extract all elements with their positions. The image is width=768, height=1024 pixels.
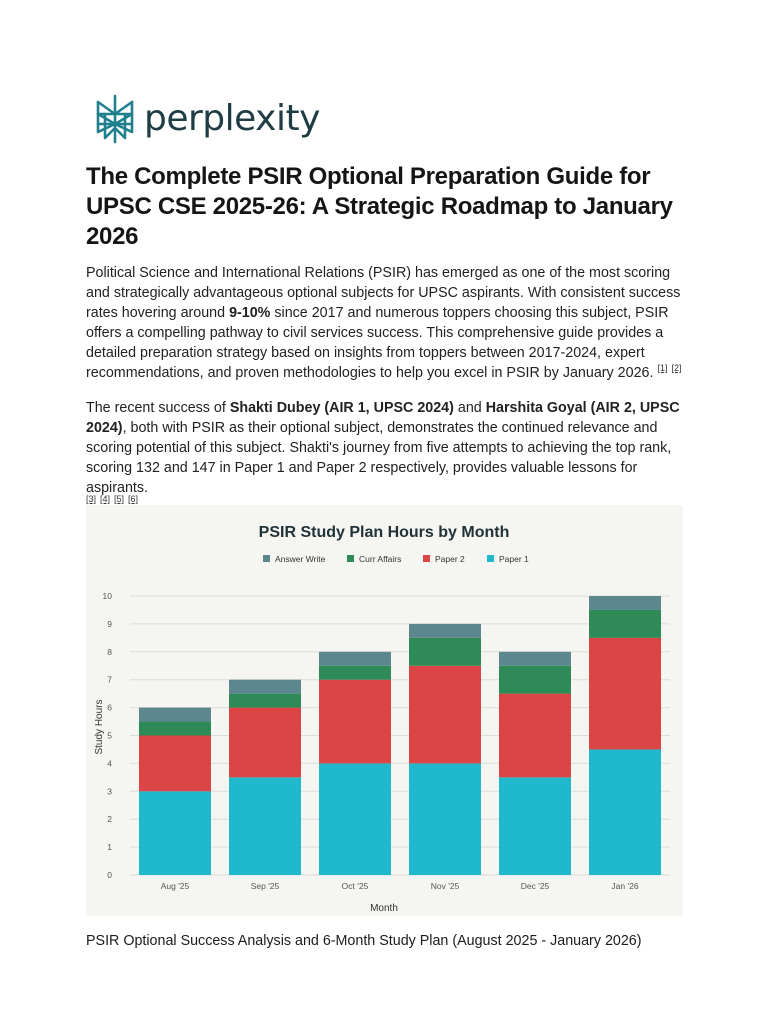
intro-bold-rate: 9-10% [229, 305, 271, 321]
citation-link[interactable]: [2] [671, 363, 682, 374]
bar-segment-paper-2 [589, 638, 661, 750]
bar-segment-paper-1 [499, 777, 571, 875]
bar-segment-answer-write [229, 680, 301, 694]
bar-segment-curr-affairs [409, 638, 481, 666]
article-title: The Complete PSIR Optional Preparation Guide for UPSC CSE 2025-26: A Strategic Roadmap to January 2026 [86, 163, 673, 250]
y-tick-label: 2 [107, 814, 112, 825]
bar-segment-paper-2 [319, 680, 391, 764]
bar-segment-paper-2 [139, 736, 211, 792]
intro-paragraph [86, 263, 686, 383]
y-tick-label: 5 [107, 730, 112, 741]
citation-link[interactable]: [3] [86, 494, 97, 504]
y-tick-label: 3 [107, 786, 112, 797]
toppers-paragraph [86, 398, 686, 509]
perplexity-logo-icon [94, 94, 136, 144]
citation-link[interactable]: [4] [100, 494, 111, 504]
y-tick-label: 7 [107, 674, 112, 685]
bar-segment-paper-1 [319, 763, 391, 875]
x-tick-label: Nov '25 [430, 881, 460, 891]
bar-segment-answer-write [319, 652, 391, 666]
y-tick-label: 4 [107, 758, 112, 769]
toppers-text-3: , both with PSIR as their optional subject, demonstrates the continued relevance and scoring potential of this subject. Shakti's journey from five attempts to achieving the top rank, scoring 132 and 147 in Paper 1 and Paper 2 respectively, provides valuable lessons for aspirants. [86, 420, 672, 496]
x-tick-label: Oct '25 [341, 881, 369, 891]
logo-wordmark: perplexity [144, 98, 320, 139]
legend-swatch [423, 555, 430, 562]
bar-segment-answer-write [139, 708, 211, 722]
bar-segment-curr-affairs [139, 722, 211, 736]
bar-segment-answer-write [409, 624, 481, 638]
bar-segment-curr-affairs [319, 666, 391, 680]
legend-label: Curr Affairs [359, 554, 402, 564]
legend-label: Answer Write [275, 554, 326, 564]
y-tick-label: 1 [107, 842, 112, 853]
bar-segment-answer-write [589, 596, 661, 610]
bar-segment-paper-1 [139, 791, 211, 875]
legend-label: Paper 1 [499, 554, 529, 564]
y-tick-label: 0 [107, 870, 112, 880]
topper-name-1: Shakti Dubey (AIR 1, UPSC 2024) [229, 400, 454, 416]
legend-swatch [263, 555, 270, 562]
y-tick-label: 10 [102, 591, 112, 601]
citation-link[interactable]: [6] [128, 494, 139, 504]
chart-svg [86, 505, 683, 916]
topper-name-2: Harshita Goyal (AIR 2, UPSC 2024) [86, 400, 680, 436]
x-axis-label: Month [370, 903, 398, 914]
toppers-text-1: The recent success of [86, 400, 230, 416]
legend-label: Paper 2 [435, 554, 465, 564]
y-tick-label: 6 [107, 702, 112, 713]
legend-layer [263, 554, 529, 564]
bar-segment-curr-affairs [499, 666, 571, 694]
y-tick-label: 9 [107, 618, 112, 629]
intro-text-2: since 2017 and numerous toppers choosing this subject, PSIR offers a compelling pathway to civil services success. This comprehensive guide provides a detailed preparation strategy based on insights from toppers between 2017-2024, expert recommendations, and proven methodologies to help you excel in PSIR by January 2026. [86, 305, 669, 381]
x-tick-label: Sep '25 [250, 881, 280, 891]
bar-segment-paper-2 [409, 666, 481, 764]
legend-swatch [347, 555, 354, 562]
bar-segment-paper-2 [229, 708, 301, 778]
chart-title: PSIR Study Plan Hours by Month [258, 524, 510, 541]
bar-segment-answer-write [499, 652, 571, 666]
citation-link[interactable]: [1] [657, 363, 668, 374]
x-tick-label: Aug '25 [160, 881, 190, 891]
y-axis-label: Study Hours [94, 699, 105, 755]
bar-segment-paper-1 [589, 749, 661, 875]
bar-segment-curr-affairs [589, 610, 661, 638]
bar-segment-paper-1 [409, 763, 481, 875]
study-plan-chart [86, 505, 683, 916]
x-tick-label: Jan '26 [611, 881, 639, 891]
bar-segment-paper-2 [499, 694, 571, 778]
intro-text-1: Political Science and International Relations (PSIR) has emerged as one of the most scoring and strategically advantageous optional subjects for UPSC aspirants. With consistent success rates hovering around [86, 265, 681, 321]
bar-segment-curr-affairs [229, 694, 301, 708]
toppers-text-2: and [453, 400, 486, 416]
bar-segment-paper-1 [229, 777, 301, 875]
x-tick-label: Dec '25 [520, 881, 550, 891]
legend-swatch [487, 555, 494, 562]
chart-caption: PSIR Optional Success Analysis and 6-Month Study Plan (August 2025 - January 2026) [86, 933, 642, 949]
perplexity-logo[interactable] [94, 94, 320, 144]
y-tick-label: 8 [107, 646, 112, 657]
citation-link[interactable]: [5] [114, 494, 125, 504]
